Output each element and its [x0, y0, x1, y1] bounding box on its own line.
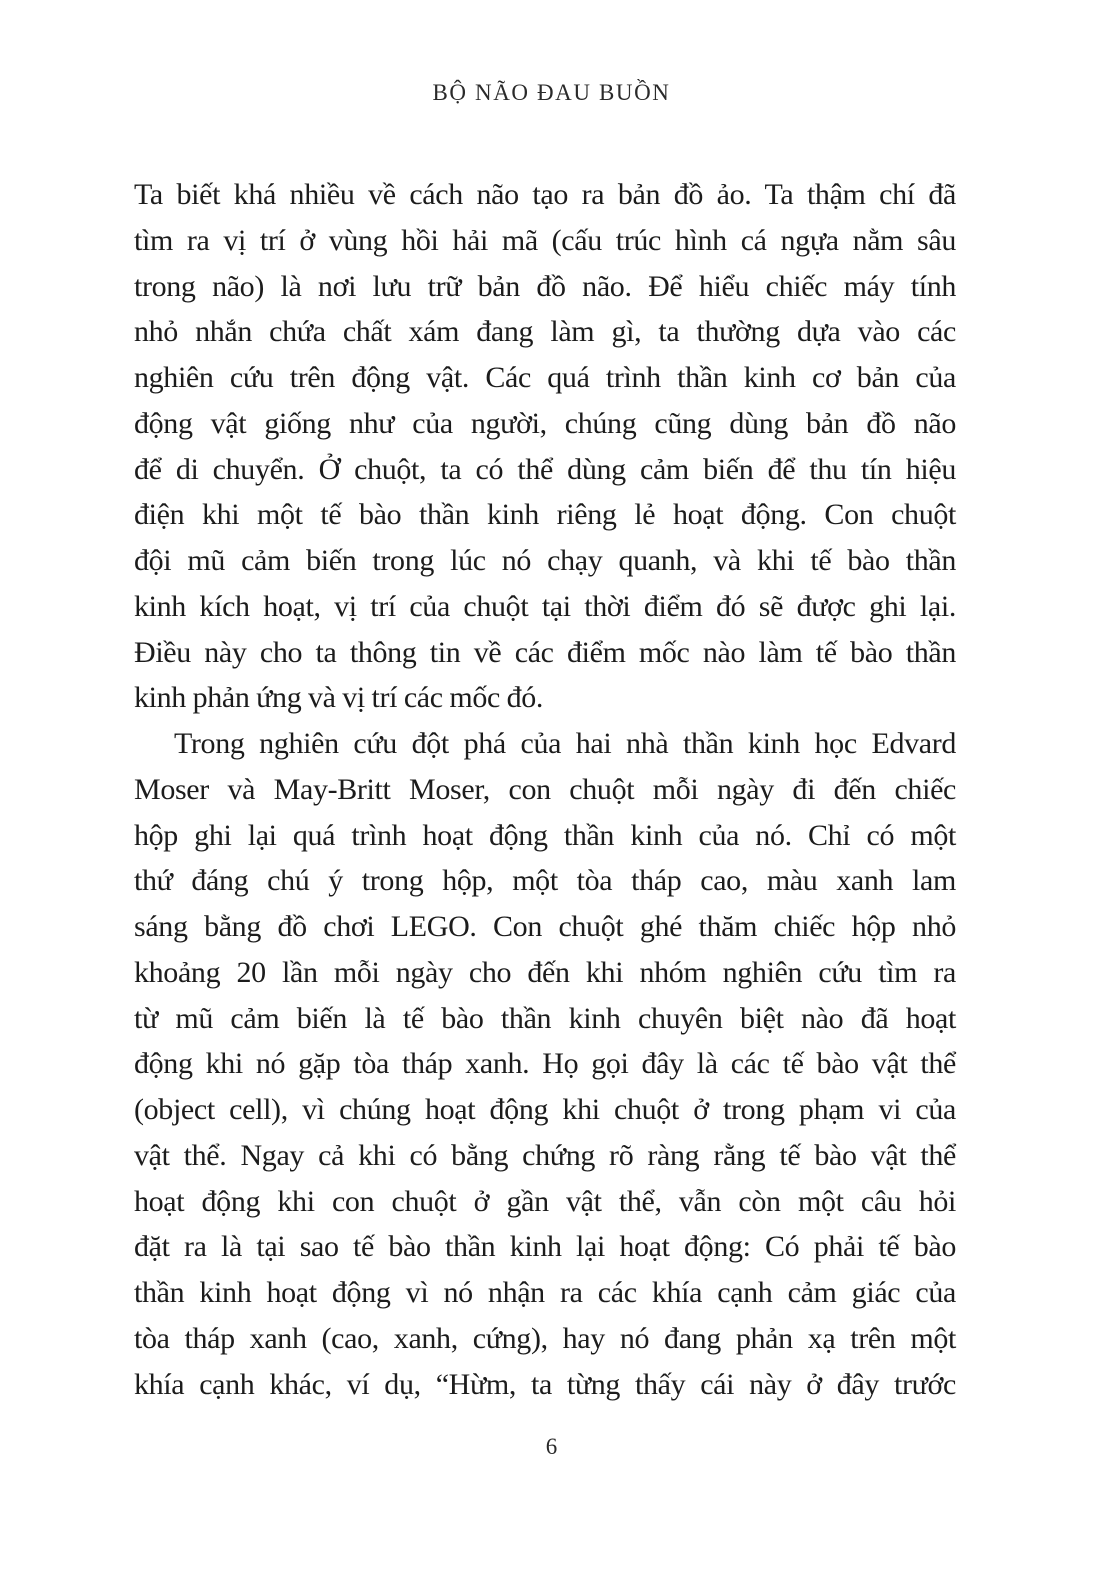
body-text: [134, 172, 956, 1407]
text-line: kinh kích hoạt, vị trí của chuột tại thời điểm đó sẽ được ghi lại.: [134, 589, 956, 623]
text-line: điện khi một tế bào thần kinh riêng lẻ hoạt động. Con chuột: [134, 498, 956, 532]
text-line: động vật giống như của người, chúng cũng dùng bản đồ não: [134, 406, 956, 440]
text-line: kinh phản ứng và vị trí các mốc đó.: [134, 681, 544, 715]
running-header: BỘ NÃO ĐAU BUỒN: [432, 80, 671, 105]
text-line: đội mũ cảm biến trong lúc nó chạy quanh, và khi tế bào thần: [134, 544, 956, 577]
text-line: hộp ghi lại quá trình hoạt động thần kinh của nó. Chỉ có một: [134, 818, 956, 852]
text-line: tìm ra vị trí ở vùng hồi hải mã (cấu trúc hình cá ngựa nằm sâu: [134, 223, 956, 257]
text-line: vật thể. Ngay cả khi có bằng chứng rõ ràng rằng tế bào vật thể: [134, 1138, 956, 1172]
text-line: Điều này cho ta thông tin về các điểm mốc nào làm tế bào thần: [134, 635, 956, 669]
paragraph-1: [134, 172, 956, 721]
text-line: hoạt động khi con chuột ở gần vật thể, vẫn còn một câu hỏi: [134, 1184, 956, 1218]
text-line: Trong nghiên cứu đột phá của hai nhà thần kinh học Edvard: [174, 727, 956, 760]
text-line: thần kinh hoạt động vì nó nhận ra các khía cạnh cảm giác của: [134, 1276, 956, 1309]
text-line: nghiên cứu trên động vật. Các quá trình thần kinh cơ bản của: [134, 361, 956, 394]
text-line: trong não) là nơi lưu trữ bản đồ não. Để hiểu chiếc máy tính: [134, 269, 956, 303]
text-line: khía cạnh khác, ví dụ, “Hừm, ta từng thấy cái này ở đây trước: [134, 1367, 956, 1401]
text-line: (object cell), vì chúng hoạt động khi chuột ở trong phạm vi của: [134, 1093, 956, 1126]
text-line: động khi nó gặp tòa tháp xanh. Họ gọi đây là các tế bào vật thể: [134, 1047, 956, 1081]
text-line: để di chuyển. Ở chuột, ta có thể dùng cảm biến để thu tín hiệu: [134, 452, 956, 486]
text-line: đặt ra là tại sao tế bào thần kinh lại hoạt động: Có phải tế bào: [134, 1230, 956, 1264]
text-line: từ mũ cảm biến là tế bào thần kinh chuyên biệt nào đã hoạt: [134, 1001, 956, 1035]
text-line: Moser và May-Britt Moser, con chuột mỗi ngày đi đến chiếc: [134, 772, 956, 806]
page-number: 6: [545, 1434, 558, 1459]
paragraph-2: [134, 721, 956, 1407]
text-line: nhỏ nhắn chứa chất xám đang làm gì, ta thường dựa vào các: [134, 315, 956, 349]
text-line: khoảng 20 lần mỗi ngày cho đến khi nhóm nghiên cứu tìm ra: [134, 955, 956, 989]
text-line: Ta biết khá nhiều về cách não tạo ra bản đồ ảo. Ta thậm chí đã: [134, 178, 956, 211]
text-line: sáng bằng đồ chơi LEGO. Con chuột ghé thăm chiếc hộp nhỏ: [134, 910, 956, 943]
text-line: tòa tháp xanh (cao, xanh, cứng), hay nó đang phản xạ trên một: [134, 1321, 956, 1355]
text-line: thứ đáng chú ý trong hộp, một tòa tháp cao, màu xanh lam: [134, 864, 956, 898]
